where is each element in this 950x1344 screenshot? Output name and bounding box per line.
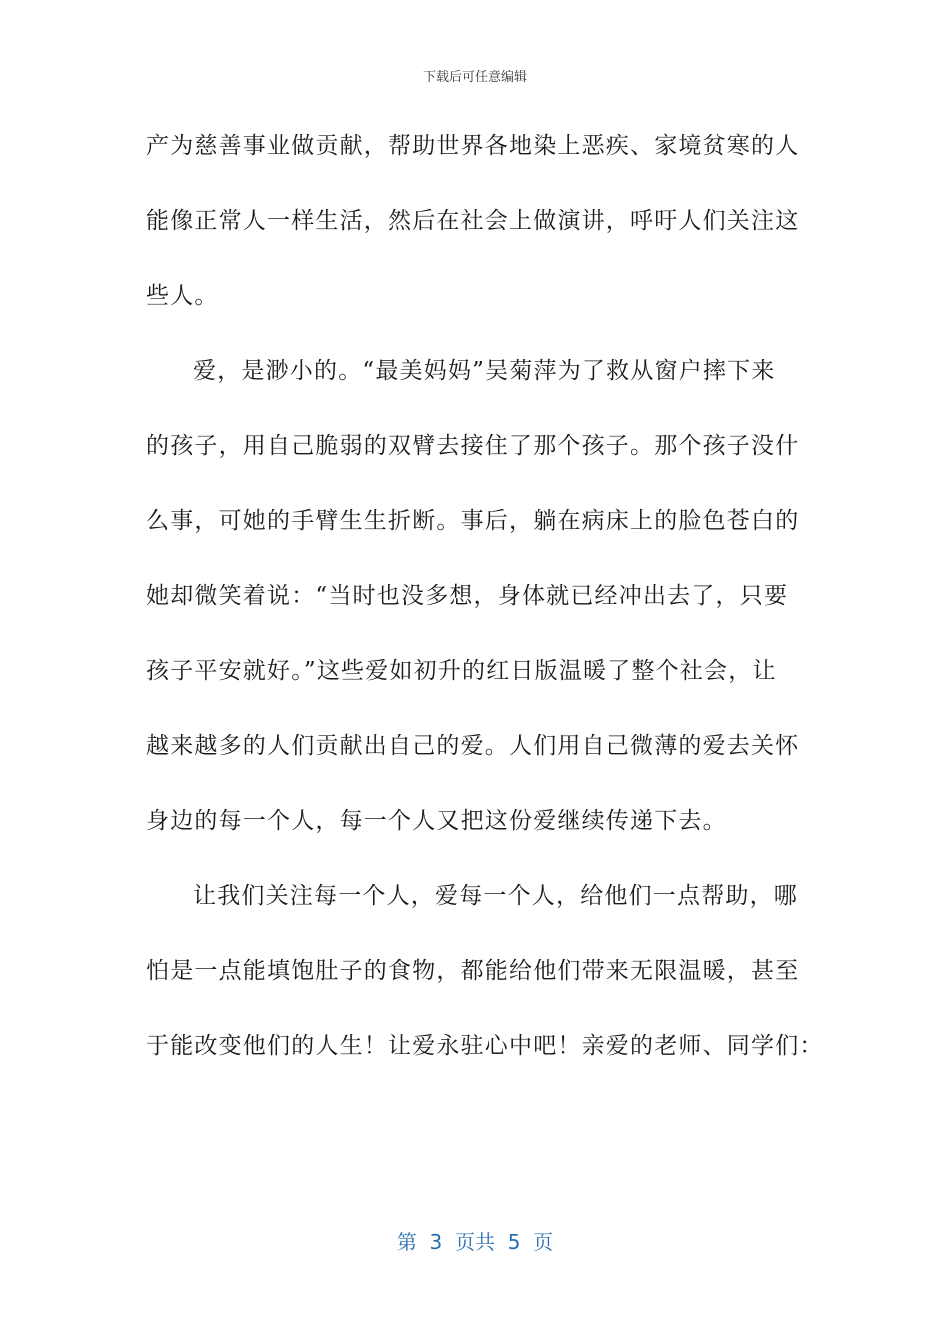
- page-header: 下载后可任意编辑: [422, 70, 527, 85]
- text-line: 的孩子，用自己脆弱的双臂去接住了那个孩子。那个孩子没什: [146, 433, 800, 459]
- text-line: 能像正常人一样生活，然后在社会上做演讲，呼吁人们关注这: [146, 208, 800, 234]
- text-line: 怕是一点能填饱肚子的食物，都能给他们带来无限温暖，甚至: [146, 958, 800, 984]
- text-line: 些人。: [146, 283, 219, 309]
- text-line: 越来越多的人们贡献出自己的爱。人们用自己微薄的爱去关怀: [146, 733, 800, 759]
- page-number-footer: 第 3 页共 5 页: [396, 1230, 554, 1254]
- document-body: [146, 122, 824, 1097]
- paragraph-start-line: 让我们关注每一个人，爱每一个人，给他们一点帮助，哪: [193, 883, 798, 909]
- text-line: 她却微笑着说：“当时也没多想，身体就已经冲出去了，只要: [146, 583, 789, 609]
- text-line: 么事，可她的手臂生生折断。事后，躺在病床上的脸色苍白的: [146, 508, 800, 534]
- text-line: 身边的每一个人，每一个人又把这份爱继续传递下去。: [146, 808, 727, 834]
- text-line: 孩子平安就好。”这些爱如初升的红日版温暖了整个社会，让: [146, 658, 777, 684]
- text-line: 产为慈善事业做贡献，帮助世界各地染上恶疾、家境贫寒的人: [146, 133, 800, 159]
- paragraph-start-line: 爱，是渺小的。“最美妈妈”吴菊萍为了救从窗户摔下来: [193, 358, 776, 384]
- text-line: 于能改变他们的人生！让爱永驻心中吧！亲爱的老师、同学们：: [146, 1033, 824, 1059]
